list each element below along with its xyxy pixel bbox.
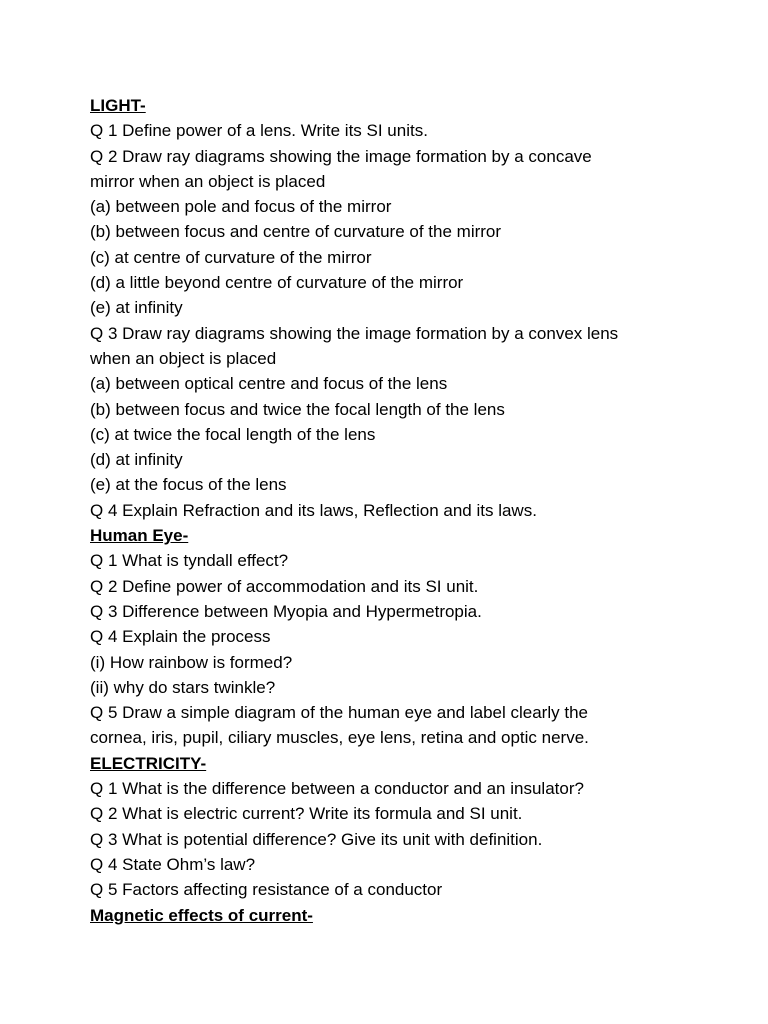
human-eye-line: Q 3 Difference between Myopia and Hypermetropia. [90, 601, 482, 621]
light-line: when an object is placed [90, 348, 277, 368]
light-line: Q 2 Draw ray diagrams showing the image formation by a concave [90, 146, 592, 166]
light-line: mirror when an object is placed [90, 171, 326, 191]
light-line: (c) at centre of curvature of the mirror [90, 247, 372, 267]
light-line: (d) at infinity [90, 450, 183, 470]
light-line: Q 4 Explain Refraction and its laws, Reflection and its laws. [90, 500, 537, 520]
human-eye-line: Q 5 Draw a simple diagram of the human eye and label clearly the [90, 703, 588, 723]
electricity-line: Q 4 State Ohm’s law? [90, 854, 256, 874]
light-line: Q 3 Draw ray diagrams showing the image formation by a convex lens [90, 323, 619, 343]
electricity-line: Q 1 What is the difference between a conductor and an insulator? [90, 779, 584, 799]
section-heading-electricity: ELECTRICITY- [90, 753, 207, 773]
document-page [90, 93, 730, 928]
human-eye-line: (ii) why do stars twinkle? [90, 677, 276, 697]
light-line: (e) at infinity [90, 298, 183, 318]
section-heading-human-eye: Human Eye- [90, 526, 189, 546]
light-line: (b) between focus and twice the focal length of the lens [90, 399, 505, 419]
human-eye-line: Q 1 What is tyndall effect? [90, 551, 289, 571]
section-heading-light: LIGHT- [90, 96, 146, 115]
electricity-line: Q 3 What is potential difference? Give its unit with definition. [90, 829, 543, 849]
electricity-line: Q 5 Factors affecting resistance of a conductor [90, 880, 443, 900]
light-line: (d) a little beyond centre of curvature of the mirror [90, 273, 464, 293]
human-eye-line: Q 4 Explain the process [90, 627, 271, 647]
human-eye-line: (i) How rainbow is formed? [90, 652, 293, 672]
light-line: (a) between pole and focus of the mirror [90, 197, 392, 217]
light-line: (e) at the focus of the lens [90, 475, 287, 495]
section-heading-magnetic-effects: Magnetic effects of current- [90, 905, 313, 925]
light-line: (c) at twice the focal length of the lens [90, 424, 376, 444]
light-line: (b) between focus and centre of curvature of the mirror [90, 222, 502, 242]
light-line: Q 1 Define power of a lens. Write its SI units. [90, 121, 428, 141]
human-eye-line: Q 2 Define power of accommodation and its SI unit. [90, 576, 479, 596]
light-line: (a) between optical centre and focus of the lens [90, 374, 448, 394]
human-eye-line: cornea, iris, pupil, ciliary muscles, eye lens, retina and optic nerve. [90, 728, 589, 748]
electricity-line: Q 2 What is electric current? Write its formula and SI unit. [90, 804, 523, 824]
